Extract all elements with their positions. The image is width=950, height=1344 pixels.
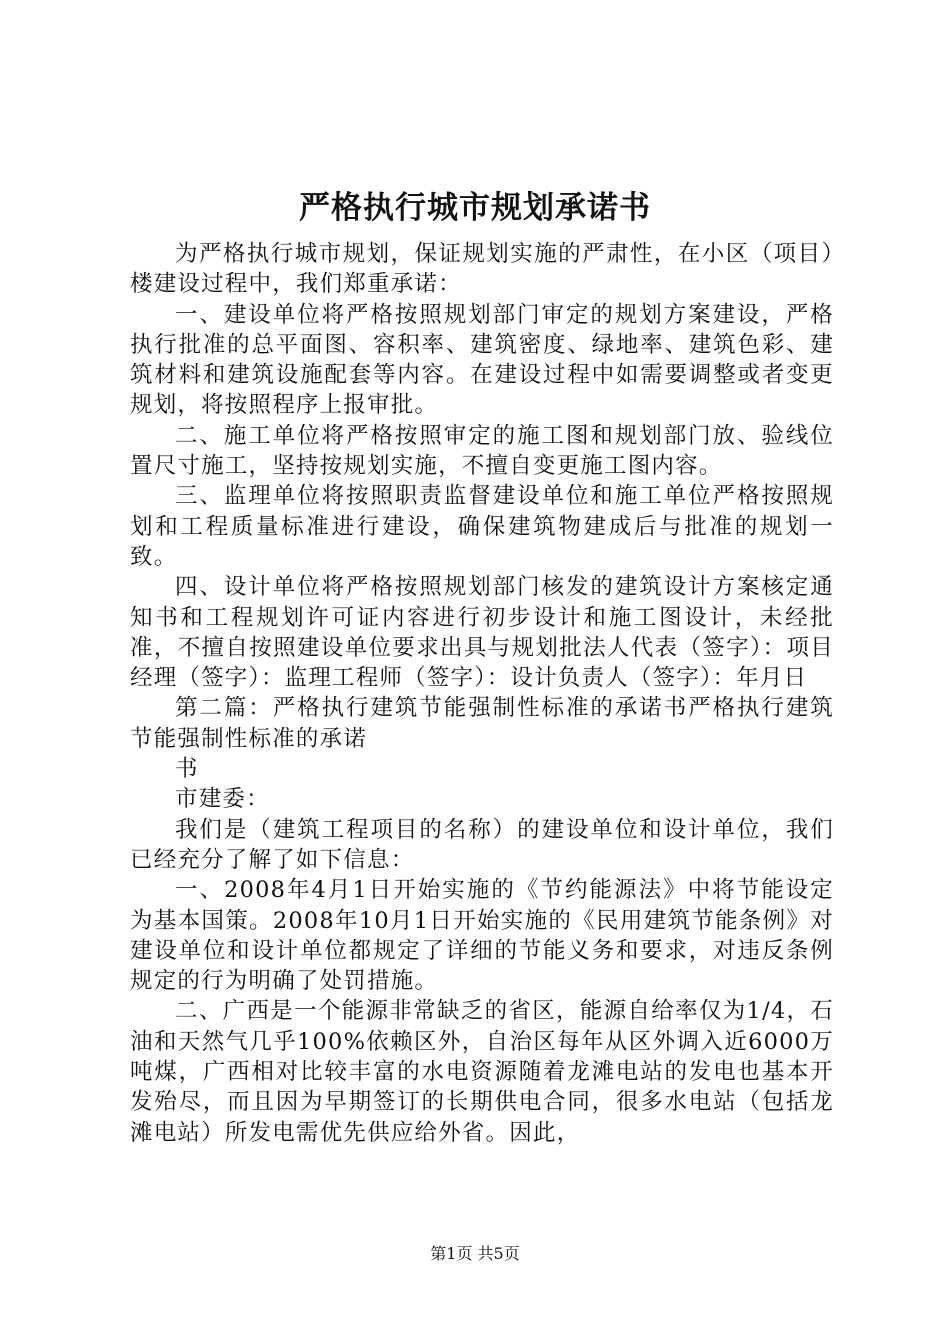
paragraph-intro: 为严格执行城市规划，保证规划实施的严肃性，在小区（项目）楼建设过程中，我们郑重承诺： <box>130 241 834 298</box>
paragraph-item-3: 三、监理单位将按照职责监督建设单位和施工单位严格按照规划和工程质量标准进行建设，确保建筑物建成后与批准的规划一致。 <box>130 483 834 570</box>
paragraph-we-are: 我们是（建筑工程项目的名称）的建设单位和设计单位，我们已经充分了解了如下信息： <box>130 816 834 873</box>
paragraph-addressee: 市建委： <box>175 786 270 813</box>
page-footer: 第1页 共5页 <box>430 1244 520 1263</box>
paragraph-item-1: 一、建设单位将严格按照规划部门审定的规划方案建设，严格执行批准的总平面图、容积率、建筑密度、绿地率、建筑色彩、建筑材料和建筑设施配套等内容。在建设过程中如需要调整或者变更规划，将按照程序上报审批。 <box>130 301 834 419</box>
paragraph-info-1: 一、2008年4月1日开始实施的《节约能源法》中将节能设定为基本国策。2008年10月1日开始实施的《民用建筑节能条例》对建设单位和设计单位都规定了详细的节能义务和要求，对违反条例规定的行为明确了处罚措施。 <box>130 877 834 995</box>
paragraph-second-title-cont: 书 <box>175 756 199 783</box>
document-title: 严格执行城市规划承诺书 <box>299 190 651 226</box>
document-body <box>130 239 834 1148</box>
paragraph-item-4: 四、设计单位将严格按照规划部门核发的建筑设计方案核定通知书和工程规划许可证内容进行初步设计和施工图设计，未经批准，不擅自按照建设单位要求出具与规划批法人代表（签字）：项目经理（签字）：监理工程师（签字）：设计负责人（签字）：年月日 <box>130 574 834 692</box>
paragraph-second-title: 第二篇：严格执行建筑节能强制性标准的承诺书严格执行建筑节能强制性标准的承诺 <box>130 695 834 752</box>
paragraph-info-2: 二、广西是一个能源非常缺乏的省区，能源自给率仅为1/4，石油和天然气几乎100%依赖区外，自治区每年从区外调入近6000万吨煤，广西相对比较丰富的水电资源随着龙滩电站的发电也基本开发殆尽，而且因为早期签订的长期供电合同，很多水电站（包括龙滩电站）所发电需优先供应给外省。因此， <box>130 998 834 1146</box>
paragraph-item-2: 二、施工单位将严格按照审定的施工图和规划部门放、验线位置尺寸施工，坚持按规划实施，不擅自变更施工图内容。 <box>130 422 834 480</box>
